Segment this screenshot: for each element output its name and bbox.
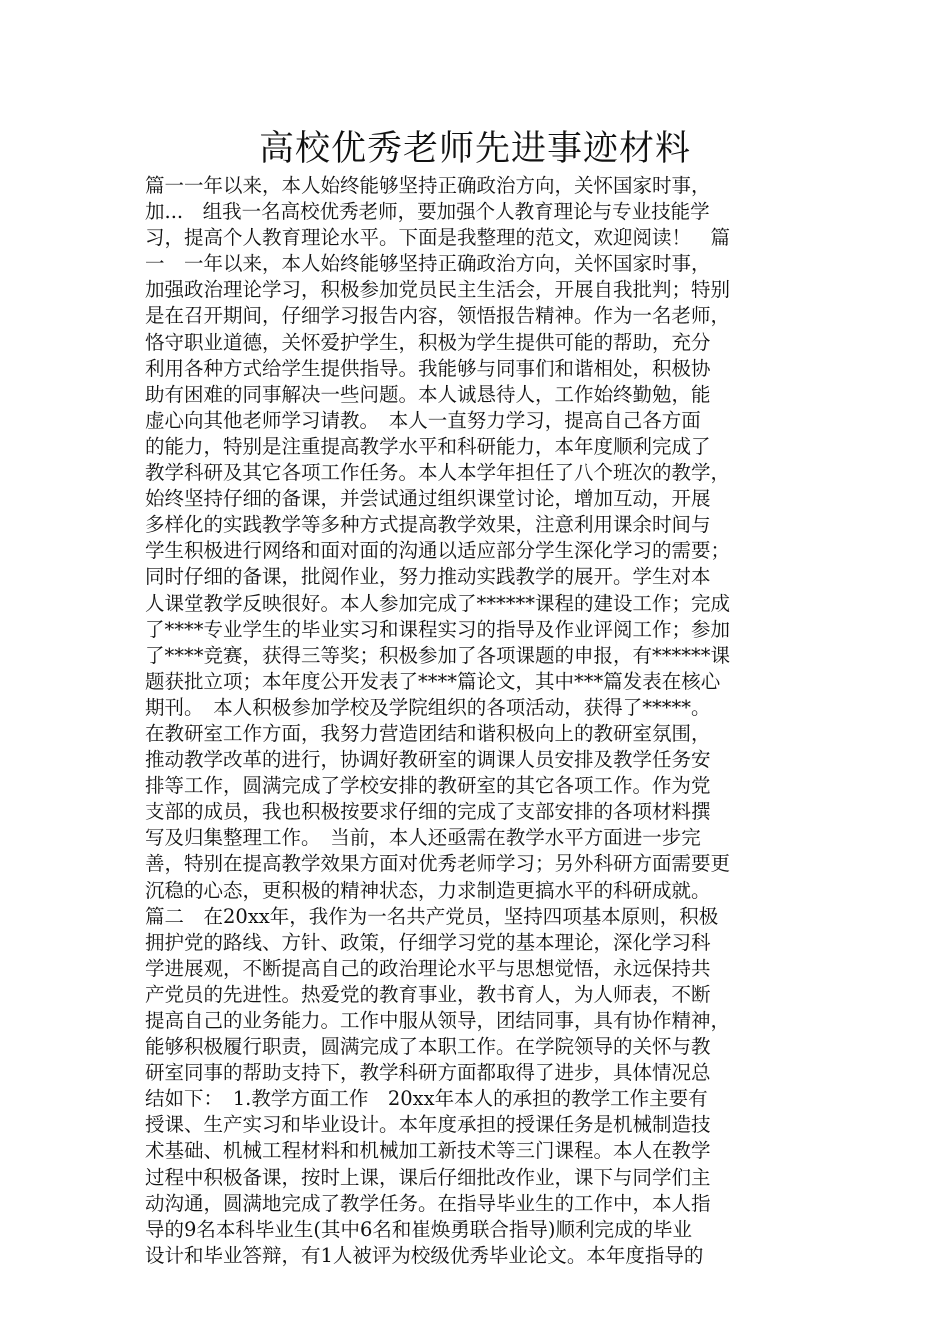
body-line: 人课堂教学反映很好。本人参加完成了******课程的建设工作；完成 — [145, 591, 731, 615]
body-line: 推动教学改革的进行，协调好教研室的调课人员安排及教学任务安 — [145, 748, 711, 772]
body-line: 助有困难的同事解决一些问题。本人诚恳待人，工作始终勤勉，能 — [145, 382, 711, 406]
body-line: 多样化的实践教学等多种方式提高教学效果，注意利用课余时间与 — [145, 513, 711, 537]
body-line: 学进展观，不断提高自己的政治理论水平与思想觉悟，永远保持共 — [145, 956, 711, 980]
body-line: 一 一年以来，本人始终能够坚持正确政治方向，关怀国家时事， — [145, 252, 711, 276]
body-line: 篇二 在20xx年，我作为一名共产党员，坚持四项基本原则，积极 — [145, 904, 719, 928]
body-line: 恪守职业道德，关怀爱护学生，积极为学生提供可能的帮助，充分 — [145, 330, 711, 354]
body-line: 加... 组我一名高校优秀老师，要加强个人教育理论与专业技能学 — [145, 200, 710, 224]
body-line: 产党员的先进性。热爱党的教育事业，教书育人，为人师表，不断 — [145, 982, 711, 1006]
body-line: 期刊。 本人积极参加学校及学院组织的各项活动，获得了*****。 — [145, 695, 711, 719]
body-line: 了****专业学生的毕业实习和课程实习的指导及作业评阅工作；参加 — [145, 617, 731, 641]
body-line: 授课、生产实习和毕业设计。本年度承担的授课任务是机械制造技 — [145, 1113, 711, 1137]
body-line: 能够积极履行职责，圆满完成了本职工作。在学院领导的关怀与教 — [145, 1035, 711, 1059]
body-line: 教学科研及其它各项工作任务。本人本学年担任了八个班次的教学， — [145, 461, 731, 485]
body-line: 导的9名本科毕业生(其中6名和崔焕勇联合指导)顺利完成的毕业 — [145, 1217, 693, 1241]
body-line: 加强政治理论学习，积极参加党员民主生活会，开展自我批判；特别 — [145, 278, 731, 302]
body-line: 虚心向其他老师学习请教。 本人一直努力学习，提高自己各方面 — [145, 408, 701, 432]
body-line: 学生积极进行网络和面对面的沟通以适应部分学生深化学习的需要； — [145, 539, 731, 563]
body-line: 始终坚持仔细的备课，并尝试通过组织课堂讨论，增加互动，开展 — [145, 487, 711, 511]
body-line: 是在召开期间，仔细学习报告内容，领悟报告精神。作为一名老师， — [145, 304, 731, 328]
body-line: 拥护党的路线、方针、政策，仔细学习党的基本理论，深化学习科 — [145, 930, 711, 954]
body-line: 设计和毕业答辩，有1人被评为校级优秀毕业论文。本年度指导的 — [145, 1243, 704, 1267]
body-line: 过程中积极备课，按时上课，课后仔细批改作业，课下与同学们主 — [145, 1165, 711, 1189]
body-line: 术基础、机械工程材料和机械加工新技术等三门课程。本人在教学 — [145, 1139, 711, 1163]
document-body — [145, 173, 825, 1269]
body-line: 习，提高个人教育理论水平。下面是我整理的范文，欢迎阅读！ 篇 — [145, 226, 731, 250]
document-title: 高校优秀老师先进事迹材料 — [258, 129, 691, 169]
body-line: 了****竞赛，获得三等奖；积极参加了各项课题的申报，有******课 — [145, 643, 731, 667]
body-line: 篇一一年以来，本人始终能够坚持正确政治方向，关怀国家时事， — [145, 174, 711, 197]
body-line: 写及归集整理工作。 当前，本人还亟需在教学水平方面进一步完 — [145, 826, 701, 850]
body-line: 动沟通，圆满地完成了教学任务。在指导毕业生的工作中，本人指 — [145, 1191, 711, 1215]
body-line: 沉稳的心态，更积极的精神状态，力求制造更搞水平的科研成就。 — [145, 878, 711, 902]
body-line: 在教研室工作方面，我努力营造团结和谐积极向上的教研室氛围， — [145, 721, 711, 745]
body-line: 善，特别在提高教学效果方面对优秀老师学习；另外科研方面需要更 — [145, 852, 731, 876]
body-line: 支部的成员，我也积极按要求仔细的完成了支部安排的各项材料撰 — [145, 800, 711, 824]
body-line: 的能力，特别是注重提高教学水平和科研能力，本年度顺利完成了 — [145, 434, 711, 458]
body-line: 同时仔细的备课，批阅作业，努力推动实践教学的展开。学生对本 — [145, 565, 711, 589]
body-line: 研室同事的帮助支持下，教学科研方面都取得了进步，具体情况总 — [145, 1061, 711, 1085]
body-line: 排等工作，圆满完成了学校安排的教研室的其它各项工作。作为党 — [145, 774, 711, 798]
body-line: 结如下： 1.教学方面工作 20xx年本人的承担的教学工作主要有 — [145, 1087, 708, 1111]
body-line: 利用各种方式给学生提供指导。我能够与同事们和谐相处，积极协 — [145, 356, 711, 380]
body-line: 题获批立项；本年度公开发表了****篇论文，其中***篇发表在核心 — [145, 669, 721, 693]
body-line: 提高自己的业务能力。工作中服从领导，团结同事，具有协作精神， — [145, 1009, 731, 1032]
